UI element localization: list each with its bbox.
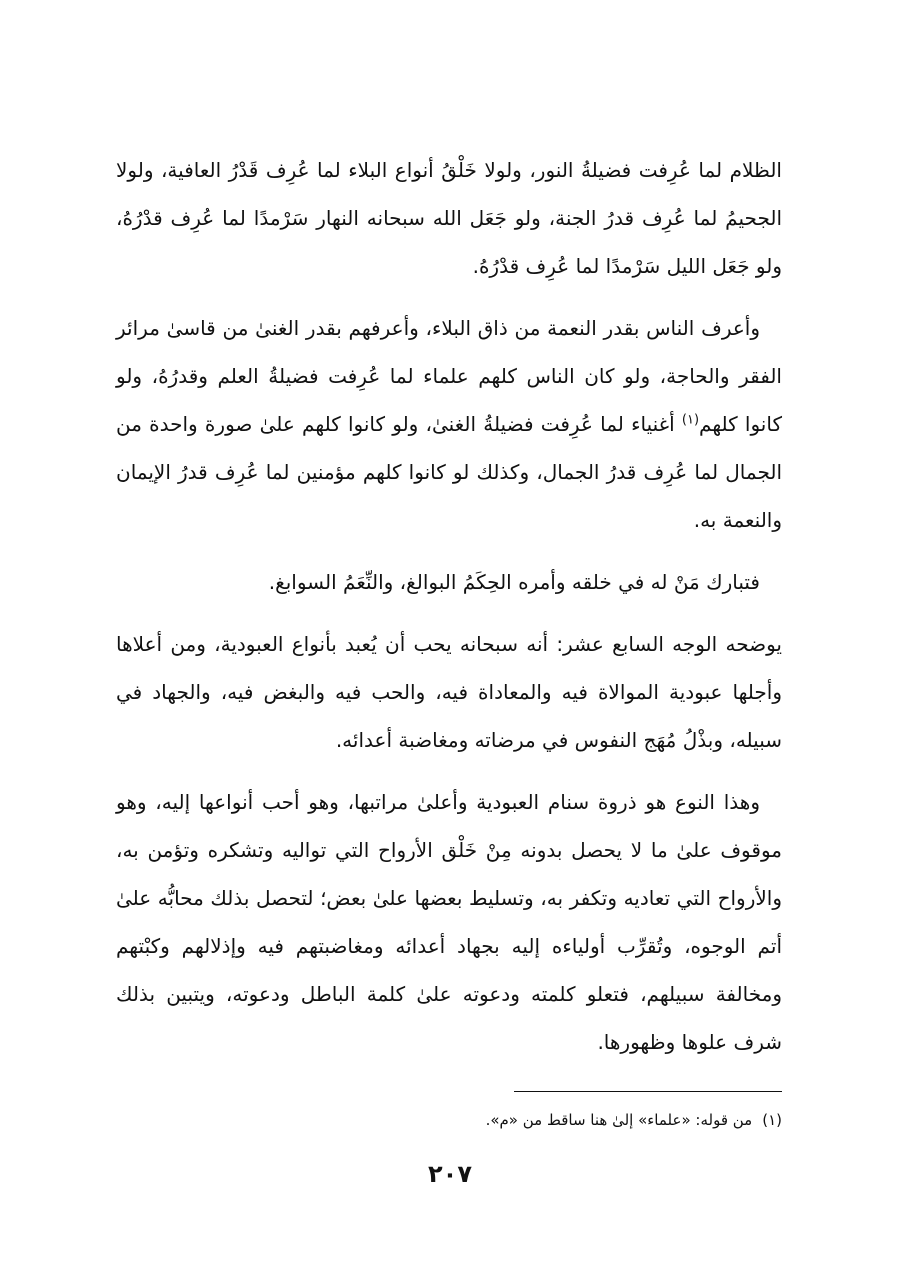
footnote-reference-1[interactable]: (١) (681, 412, 700, 428)
footnote-text: من قوله: «علماء» إلىٰ هنا ساقط من «م». (485, 1111, 753, 1129)
footnote-number: (١) (762, 1111, 782, 1129)
footnote-1 (116, 1106, 782, 1134)
paragraph-2-text-b: أغنياء لما عُرِفت فضيلةُ الغنىٰ، ولو كانوا كلهم علىٰ صورة واحدة من الجمال لما عُرِف قدرُ الجمال، وكذلك لو كانوا كلهم مؤمنين لما عُرِف قدرُ الإيمان والنعمة به. (116, 412, 782, 532)
page-number: ٢٠٧ (428, 1160, 472, 1188)
paragraph-2 (116, 304, 782, 544)
paragraph-4: يوضحه الوجه السابع عشر: أنه سبحانه يحب أن يُعبد بأنواع العبودية، ومن أعلاها وأجلها عبودية الموالاة فيه والمعاداة فيه، والحب فيه والبغض فيه، والجهاد في سبيله، وبذْلُ مُهَج النفوس في مرضاته ومغاضبة أعدائه. (116, 632, 782, 752)
paragraph-5: وهذا النوع هو ذروة سنام العبودية وأعلىٰ مراتبها، وهو أحب أنواعها إليه، وهو موقوف علىٰ ما لا يحصل بدونه مِنْ خَلْق الأرواح التي تواليه وتشكره وتؤمن به، والأرواح التي تعاديه وتكفر به، وتسليط بعضها علىٰ بعض؛ لتحصل بذلك محابُّه علىٰ أتم الوجوه، وتُقرِّب أولياءه إليه بجهاد أعدائه ومغاضبتهم فيه وإذلالهم وكبْتهم ومخالفة سبيلهم، فتعلو كلمته ودعوته علىٰ كلمة الباطل ودعوته، ويتبين بذلك شرف علوها وظهورها. (116, 790, 782, 1054)
paragraph-3: فتبارك مَنْ له في خلقه وأمره الحِكَمُ البوالغ، والنِّعَمُ السوابغ. (268, 570, 760, 594)
main-text (116, 146, 782, 1066)
footnote-divider (514, 1091, 782, 1092)
paragraph-2-text-a: وأعرف الناس بقدر النعمة من ذاق البلاء، وأعرفهم بقدر الغنىٰ من قاسىٰ مرائر الفقر والحاجة، ولو كان الناس كلهم علماء لما عُرِفت فضيلةُ العلم وقدرُهُ، ولو كانوا كلهم (116, 316, 782, 436)
paragraph-1: الظلام لما عُرِفت فضيلةُ النور، ولولا خَلْقُ أنواع البلاء لما عُرِف قَدْرُ العافية، ولولا الجحيمُ لما عُرِف قدرُ الجنة، ولو جَعَل الله سبحانه النهار سَرْمدًا لما عُرِف قدْرُهُ، ولو جَعَل الليل سَرْمدًا لما عُرِف قدْرُهُ. (116, 158, 782, 278)
